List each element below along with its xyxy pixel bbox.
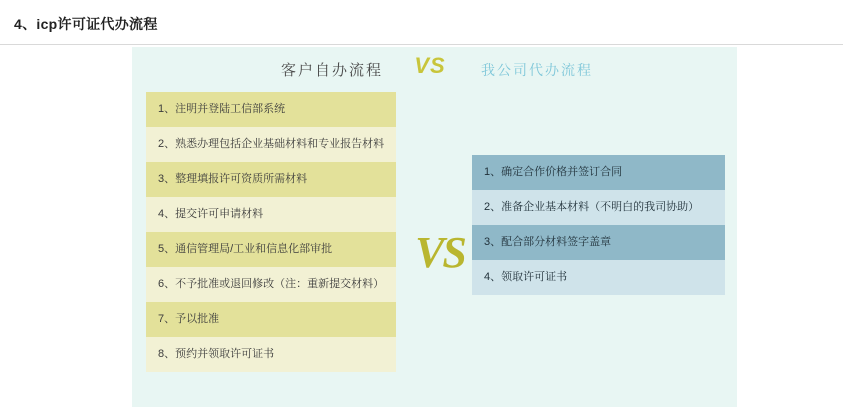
page-title: 4、icp许可证代办流程 [14, 16, 158, 32]
list-item: 6、不予批准或退回修改（注：重新提交材料） [146, 267, 396, 302]
list-item: 5、通信管理局/工业和信息化部审批 [146, 232, 396, 267]
list-item: 3、整理填报许可资质所需材料 [146, 162, 396, 197]
list-item: 2、准备企业基本材料（不明白的我司协助） [472, 190, 725, 225]
list-item: 2、熟悉办理包括企业基础材料和专业报告材料 [146, 127, 396, 162]
list-item: 1、确定合作价格并签订合同 [472, 155, 725, 190]
customer-flow-title: 客户自办流程 [280, 63, 383, 79]
list-item: 1、注明并登陆工信部系统 [146, 92, 396, 127]
list-item: 3、配合部分材料签字盖章 [472, 225, 725, 260]
diagram-header [132, 47, 737, 92]
list-item: 4、提交许可申请材料 [146, 197, 396, 232]
header-vs-label: VS [414, 53, 446, 78]
agency-flow-title: 我公司代办流程 [481, 64, 593, 79]
list-item: 8、预约并领取许可证书 [146, 337, 396, 372]
icp-process-diagram [132, 47, 737, 407]
customer-flow-column [146, 92, 396, 372]
list-item: 4、领取许可证书 [472, 260, 725, 295]
title-divider [0, 44, 843, 45]
center-vs-label: VS [415, 228, 465, 277]
list-item: 7、予以批准 [146, 302, 396, 337]
agency-flow-column [472, 155, 725, 295]
